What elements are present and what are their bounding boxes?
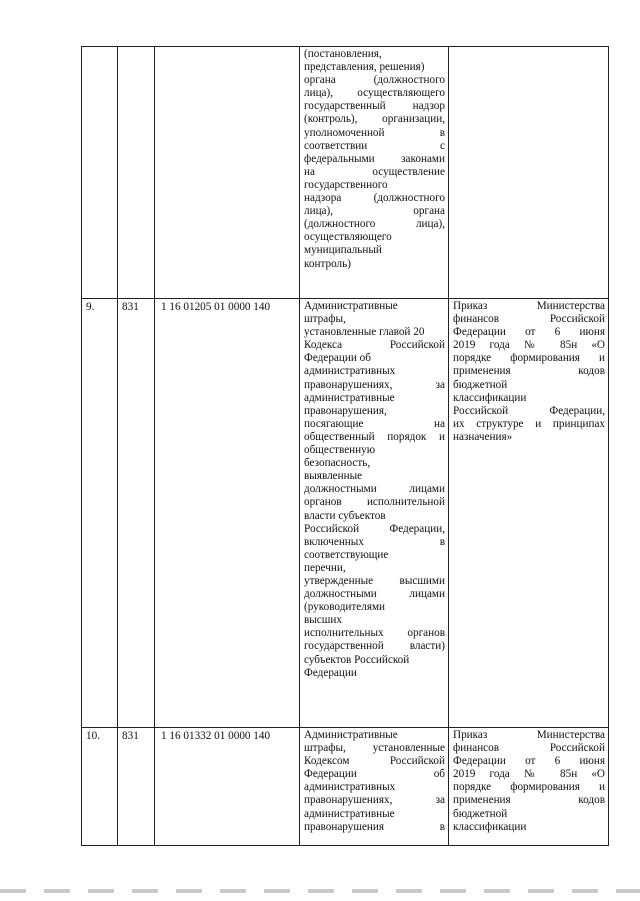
administrator-code: 831 <box>118 299 155 728</box>
administrator-code: 831 <box>118 728 155 846</box>
cell-text-line: правонарушениях, за <box>304 378 445 391</box>
cell-text-line: контроль) <box>304 257 351 270</box>
cell-text-line: Федерации об <box>304 352 371 365</box>
cell-text-line: финансов Российской <box>453 313 605 326</box>
cell-text-line: административные <box>304 807 395 820</box>
cell-text-line: Административные <box>304 300 398 312</box>
revenue-name <box>300 299 449 728</box>
cell-text-line: правонарушения, <box>304 404 387 417</box>
cell-text-line: соответствующие <box>304 548 389 561</box>
cell-text-line: 2019 года № 85н «О <box>453 339 605 352</box>
cell-text-line: высших <box>304 614 342 627</box>
budget-classification-code: 1 16 01332 01 0000 140 <box>155 728 300 846</box>
cell-text-line: Федерации от 6 июня <box>453 326 605 339</box>
cell-text-line: государственный надзор <box>304 100 445 113</box>
cell-text-line: (контроль), организации, <box>304 113 445 126</box>
cell-text-line: Административные <box>304 729 398 741</box>
cell-text-line: власти субъектов <box>304 509 386 522</box>
cell-text-line: порядке формирования и <box>453 352 605 365</box>
cell-text-line: штрафы, установленные <box>304 742 445 755</box>
legal-basis <box>449 299 609 728</box>
cell-text-line: уполномоченной в <box>304 126 445 139</box>
cell-text-line: Приказ Министерства <box>453 300 605 312</box>
cell-text-line: лица), органа <box>304 205 445 218</box>
cell-text-line: административные <box>304 391 395 404</box>
legal-basis <box>449 728 609 846</box>
cell-text-line: их структуре и принципах <box>453 417 605 430</box>
scan-edge-marks <box>0 889 640 893</box>
cell-text-line: применения кодов <box>453 794 605 807</box>
cell-text-line: надзора (должностного <box>304 192 445 205</box>
budget-classification-code: 1 16 01205 01 0000 140 <box>155 299 300 728</box>
cell-text-line: правонарушениях, за <box>304 794 445 807</box>
table-row <box>82 299 609 728</box>
cell-text-line: (руководителями <box>304 601 386 614</box>
administrator-code <box>118 47 155 299</box>
cell-text-line: 2019 года № 85н «О <box>453 768 605 781</box>
cell-text-line: на осуществление <box>304 165 445 178</box>
cell-text-line: утвержденные высшими <box>304 574 445 587</box>
cell-text-line: безопасность, <box>304 457 371 470</box>
cell-text-line: применения кодов <box>453 365 605 378</box>
cell-text-line: должностными лицами <box>304 588 445 601</box>
cell-text-line: Российской Федерации, <box>304 522 445 535</box>
cell-text-line: государственной власти) <box>304 640 445 653</box>
cell-text-line: соответствии с <box>304 139 445 152</box>
cell-text-line: муниципальный <box>304 244 382 257</box>
cell-text-line: финансов Российской <box>453 742 605 755</box>
cell-text-line: Кодексом Российской <box>304 755 445 768</box>
cell-text-line: Кодекса Российской <box>304 339 445 352</box>
cell-text-line: органа (должностного <box>304 74 445 87</box>
cell-text-line: Федерации от 6 июня <box>453 755 605 768</box>
cell-text-line: выявленные <box>304 470 363 483</box>
cell-text-line: классификации <box>453 820 527 833</box>
cell-text-line: представления, решения) <box>304 61 425 74</box>
cell-text-line: включенных в <box>304 535 445 548</box>
revenue-name <box>300 47 449 299</box>
cell-text-line: административных <box>304 781 396 794</box>
legal-basis <box>449 47 609 299</box>
cell-text-line: перечни, <box>304 561 346 574</box>
budget-codes-table <box>81 46 609 846</box>
cell-text-line: установленные главой 20 <box>304 326 425 339</box>
cell-text-line: назначения» <box>453 430 513 443</box>
cell-text-line: субъектов Российской <box>304 653 410 666</box>
revenue-name <box>300 728 449 846</box>
cell-text-line: Федерации об <box>304 768 445 781</box>
cell-text-line: Российской Федерации, <box>453 404 605 417</box>
cell-text-line: порядке формирования и <box>453 781 605 794</box>
budget-classification-code <box>155 47 300 299</box>
cell-text-line: общественный порядок и <box>304 430 445 443</box>
cell-text-line: административных <box>304 365 396 378</box>
cell-text-line: штрафы, <box>304 313 346 326</box>
cell-text-line: общественную <box>304 444 376 457</box>
row-number: 9. <box>82 299 118 728</box>
cell-text-line: (постановления, <box>304 48 382 60</box>
row-number: 10. <box>82 728 118 846</box>
cell-text-line: бюджетной <box>453 378 508 391</box>
cell-text-line: классификации <box>453 391 527 404</box>
cell-text-line: посягающие на <box>304 417 445 430</box>
cell-text-line: органов исполнительной <box>304 496 445 509</box>
table-row <box>82 47 609 299</box>
table-row <box>82 728 609 846</box>
cell-text-line: Приказ Министерства <box>453 729 605 741</box>
cell-text-line: Федерации <box>304 666 357 679</box>
cell-text-line: бюджетной <box>453 807 508 820</box>
row-number <box>82 47 118 299</box>
cell-text-line: государственного <box>304 178 388 191</box>
cell-text-line: правонарушения в <box>304 820 445 833</box>
cell-text-line: (должностного лица), <box>304 218 445 231</box>
cell-text-line: лица), осуществляющего <box>304 87 445 100</box>
cell-text-line: должностными лицами <box>304 483 445 496</box>
cell-text-line: федеральными законами <box>304 152 445 165</box>
cell-text-line: осуществляющего <box>304 231 392 244</box>
cell-text-line: исполнительных органов <box>304 627 445 640</box>
